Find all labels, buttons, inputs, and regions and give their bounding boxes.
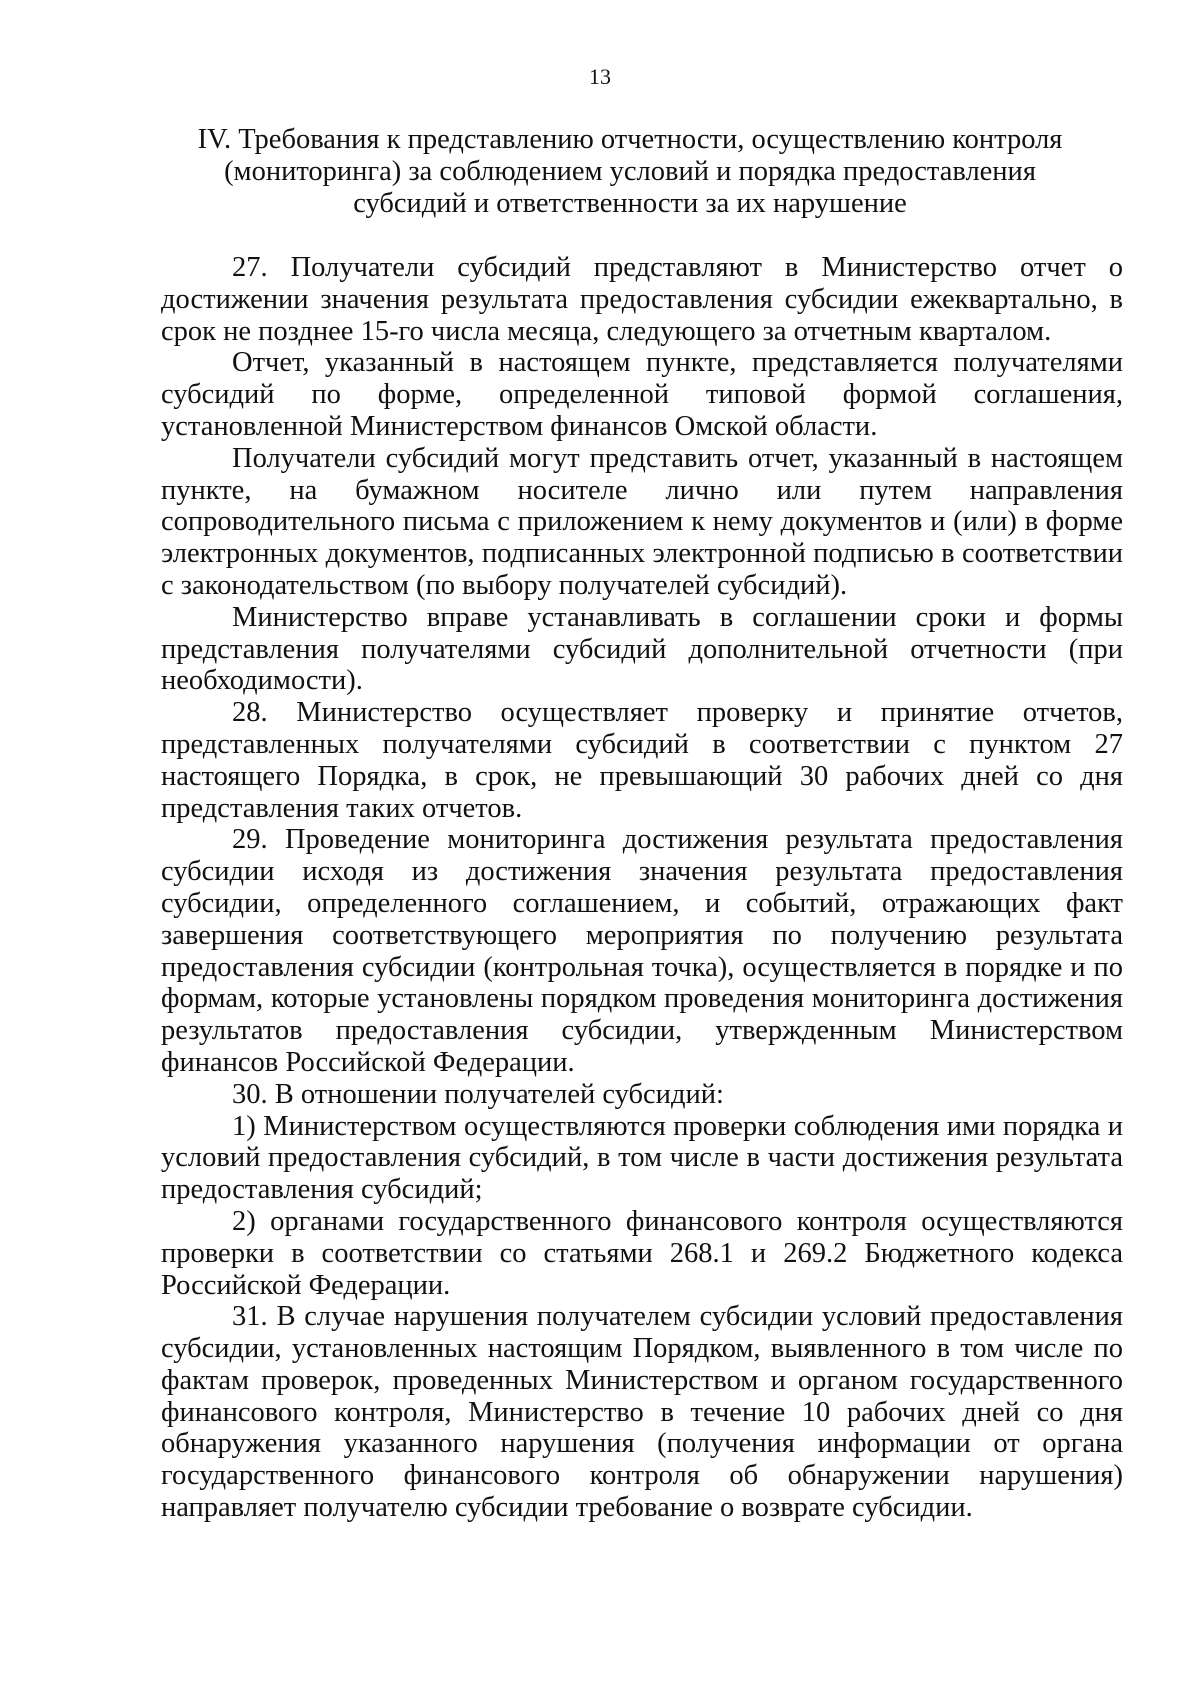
paragraph-item-27: 27. Получатели субсидий представляют в Министерство отчет о достижении значения результата предоставления субсидии ежеквартально, в срок не позднее 15-го числа месяца, следующего за отчетным кварталом.	[161, 252, 1123, 347]
paragraph-item-30-subitem-2: 2) органами государственного финансового контроля осуществляются проверки в соответствии со статьями 268.1 и 269.2 Бюджетного кодекса Российской Федерации.	[161, 1205, 1123, 1301]
document-body	[161, 252, 1123, 1524]
paragraph-additional-reporting: Министерство вправе устанавливать в соглашении сроки и формы представления получателями субсидий дополнительной отчетности (при необходимости).	[161, 601, 1123, 697]
paragraph-report-form: Отчет, указанный в настоящем пункте, представляется получателями субсидий по форме, определенной типовой формой соглашения, установленной Министерством финансов Омской области.	[161, 347, 1123, 442]
section-heading	[190, 124, 1070, 220]
section-heading-line: (мониторинга) за соблюдением условий и порядка предоставления	[224, 156, 1036, 187]
paragraph-report-submission: Получатели субсидий могут представить отчет, указанный в настоящем пункте, на бумажном носителе лично или путем направления сопроводительного письма с приложением к нему документов и (или) в форме электронных документов, подписанных электронной подписью в соответствии с законодательством (по выбору получателей субсидий).	[161, 442, 1123, 601]
paragraph-item-31: 31. В случае нарушения получателем субсидии условий предоставления субсидии, установленных настоящим Порядком, выявленного в том числе по фактам проверок, проведенных Министерством и органом государственного финансового контроля, Министерство в течение 10 рабочих дней со дня обнаружения указанного нарушения (получения информации от органа государственного финансового контроля об обнаружении нарушения) направляет получателю субсидии требование о возврате субсидии.	[161, 1301, 1123, 1524]
page-number: 13	[589, 64, 611, 89]
section-heading-line: IV. Требования к представлению отчетности, осуществлению контроля	[197, 124, 1063, 155]
paragraph-item-29: 29. Проведение мониторинга достижения результата предоставления субсидии исходя из достижения значения результата предоставления субсидии, определенного соглашением, и событий, отражающих факт завершения соответствующего мероприятия по получению результата предоставления субсидии (контрольная точка), осуществляется в порядке и по формам, которые установлены порядком проведения мониторинга достижения результатов предоставления субсидии, утвержденным Министерством финансов Российской Федерации.	[161, 824, 1123, 1078]
paragraph-item-30: 30. В отношении получателей субсидий:	[232, 1078, 724, 1110]
paragraph-item-28: 28. Министерство осуществляет проверку и принятие отчетов, представленных получателями субсидий в соответствии с пунктом 27 настоящего Порядка, в срок, не превышающий 30 рабочих дней со дня представления таких отчетов.	[161, 697, 1123, 824]
paragraph-item-30-subitem-1: 1) Министерством осуществляются проверки соблюдения ими порядка и условий предоставления субсидий, в том числе в части достижения результата предоставления субсидий;	[161, 1110, 1123, 1206]
section-heading-line: субсидий и ответственности за их нарушение	[353, 188, 907, 219]
